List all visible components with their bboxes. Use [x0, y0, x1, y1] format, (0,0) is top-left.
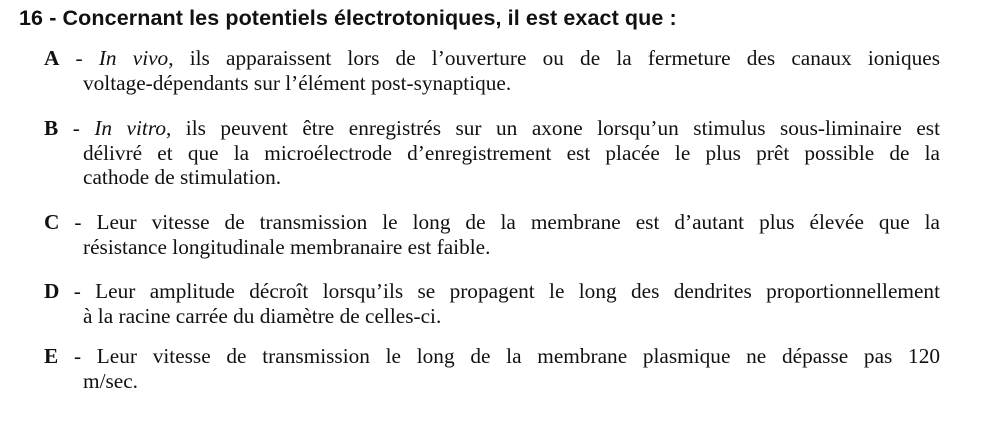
option-line: délivré et que la microélectrode d’enregistrement est placée le plus prêt possible de la: [83, 140, 940, 165]
option-letter: E: [44, 344, 59, 368]
option-line: voltage-dépendants sur l’élément post-synaptique.: [83, 70, 512, 95]
option-letter: C: [44, 210, 60, 234]
option-dash: -: [58, 116, 95, 140]
option-text: , ils apparaissent lors de l’ouverture ou de la fermeture des canaux ioniques: [168, 46, 940, 70]
option-dash: -: [59, 210, 97, 234]
question-separator: -: [43, 6, 63, 30]
option-b-first-line: [44, 116, 940, 141]
option-letter: D: [44, 279, 60, 303]
option-a: [44, 46, 940, 95]
option-text: Leur vitesse de transmission le long de la membrane plasmique ne dépasse pas 120: [96, 344, 940, 368]
option-italic-term: In vivo: [98, 46, 169, 70]
option-line: à la racine carrée du diamètre de celles-ci.: [83, 303, 442, 328]
option-italic-term: In vitro: [94, 116, 166, 140]
option-e-first-line: [44, 344, 940, 369]
option-dash: -: [58, 344, 97, 368]
option-c: [44, 210, 940, 259]
option-b: [44, 116, 940, 190]
option-text: Leur amplitude décroît lorsqu’ils se propagent le long des dendrites proportionnellement: [95, 279, 940, 303]
option-text: Leur vitesse de transmission le long de la membrane est d’autant plus élevée que la: [96, 210, 940, 234]
option-line: m/sec.: [83, 368, 138, 393]
option-dash: -: [59, 279, 96, 303]
option-d-first-line: [44, 279, 940, 304]
option-e-continuation: [44, 369, 940, 394]
option-dash: -: [59, 46, 99, 70]
option-a-continuation: [44, 71, 940, 96]
option-a-first-line: [44, 46, 940, 71]
option-text: , ils peuvent être enregistrés sur un axone lorsqu’un stimulus sous-liminaire est: [165, 116, 940, 140]
option-c-continuation: [44, 235, 940, 260]
option-letter: B: [44, 116, 59, 140]
option-letter: A: [44, 46, 60, 70]
question-title: [19, 6, 677, 31]
option-line: résistance longitudinale membranaire est faible.: [83, 234, 491, 259]
option-d: [44, 279, 940, 328]
option-b-continuation: [44, 141, 940, 190]
option-e: [44, 344, 940, 393]
question-text: Concernant les potentiels électrotoniques, il est exact que :: [62, 6, 677, 30]
option-d-continuation: [44, 304, 940, 329]
option-c-first-line: [44, 210, 940, 235]
option-line: cathode de stimulation.: [83, 165, 282, 189]
question-number: 16: [19, 6, 44, 30]
